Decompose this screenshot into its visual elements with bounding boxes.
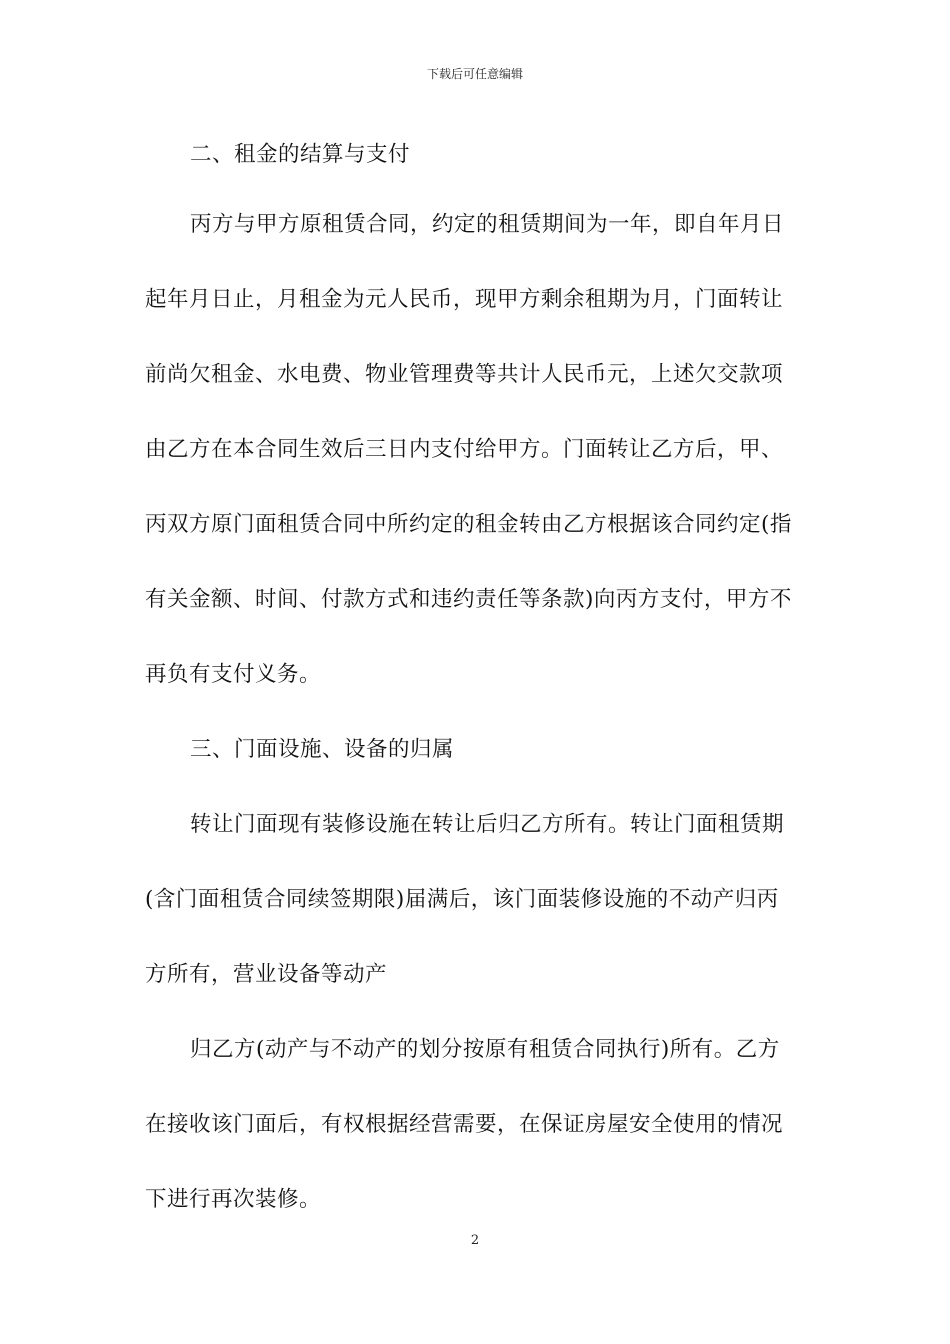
paragraph-line: 下进行再次装修。 bbox=[145, 1187, 322, 1212]
paragraph-line: 归乙方(动产与不动产的划分按原有租赁合同执行)所有。乙方 bbox=[190, 1037, 780, 1062]
paragraph-line: 方所有，营业设备等动产 bbox=[145, 962, 388, 987]
page-number: 2 bbox=[470, 1233, 480, 1248]
paragraph-line: 转让门面现有装修设施在转让后归乙方所有。转让门面租赁期 bbox=[190, 812, 785, 837]
paragraph-line: (含门面租赁合同续签期限)届满后，该门面装修设施的不动产归丙 bbox=[145, 887, 779, 912]
paragraph-line: 前尚欠租金、水电费、物业管理费等共计人民币元，上述欠交款项 bbox=[145, 362, 784, 387]
section-3-heading: 三、门面设施、设备的归属 bbox=[190, 737, 455, 762]
paragraph-line: 丙方与甲方原租赁合同，约定的租赁期间为一年，即自年月日 bbox=[190, 212, 785, 237]
paragraph-line: 丙双方原门面租赁合同中所约定的租金转由乙方根据该合同约定(指 bbox=[145, 512, 792, 537]
page-header: 下载后可任意编辑 bbox=[426, 67, 523, 81]
paragraph-line: 在接收该门面后，有权根据经营需要，在保证房屋安全使用的情况 bbox=[145, 1112, 784, 1137]
paragraph-line: 起年月日止，月租金为元人民币，现甲方剩余租期为月，门面转让 bbox=[145, 287, 784, 312]
section-2-heading: 二、租金的结算与支付 bbox=[190, 142, 411, 167]
paragraph-line: 由乙方在本合同生效后三日内支付给甲方。门面转让乙方后，甲、 bbox=[145, 437, 784, 462]
paragraph-line: 有关金额、时间、付款方式和违约责任等条款)向丙方支付，甲方不 bbox=[145, 587, 792, 612]
paragraph-line: 再负有支付义务。 bbox=[145, 662, 322, 687]
